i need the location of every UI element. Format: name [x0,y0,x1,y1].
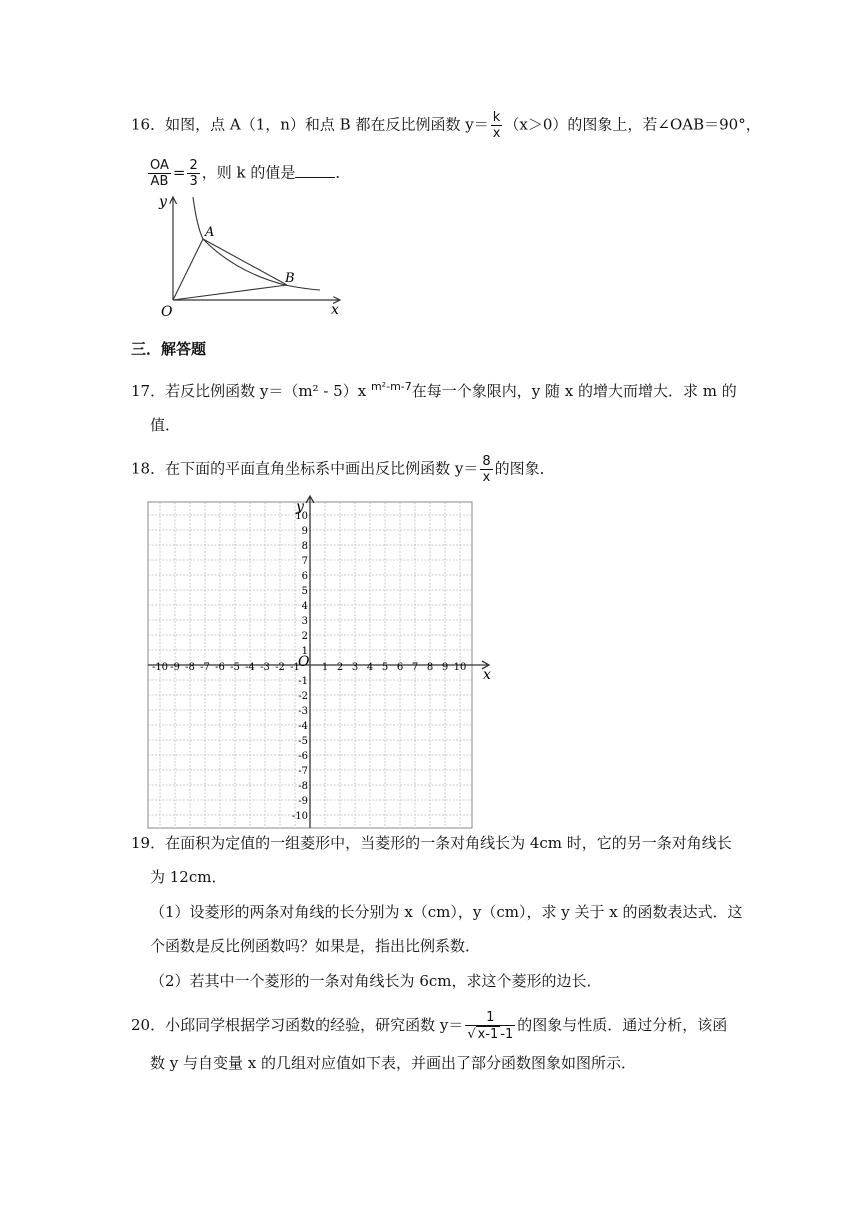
q20-line1: 20．小邱同学根据学习函数的经验，研究函数 y＝ $\frac{1}{√ x-1 -1}$ 的图象与性质．通过分析，该函 [131,1010,728,1042]
y-tick-label: -2 [298,691,308,702]
y-tick-label: -5 [298,736,308,747]
fig-y-label: y [159,194,167,210]
q18-number: 18． [131,459,166,478]
x-tick-label: -8 [185,662,195,673]
x-tick-label: 4 [366,662,374,673]
fig-origin-label: O [161,304,173,320]
x-tick-label: 7 [411,662,419,673]
x-tick-label: -2 [275,662,285,673]
y-tick-label: 1 [301,646,308,657]
x-tick-label: -10 [151,662,169,673]
q16-line1 [131,110,761,141]
fig-point-a: A [205,225,215,240]
q18-fraction: $\frac{8}{x}$ [482,454,491,485]
q18-line1: 18．在下面的平面直角坐标系中画出反比例函数 y＝ $\frac{8}{x}$ 的图象． [131,454,555,485]
y-tick-label: 8 [301,541,308,552]
x-tick-label: 8 [426,662,434,673]
y-tick-label: -9 [298,796,308,807]
grid-origin-label: O [298,654,310,670]
q16-ratio-fraction: $\frac{OA}{AB}$ [150,158,169,189]
segment-ob [173,285,287,300]
q19-line1: 19．在面积为定值的一组菱形中，当菱形的一条对角线长为 4cm 时，它的另一条对角线长 [131,834,732,852]
q19-part2: （2）若其中一个菱形的一条对角线长为 6cm，求这个菱形的边长． [150,972,602,990]
q16-ratio-value: $\frac{2}{3}$ [189,158,198,189]
y-tick-label: -8 [298,781,308,792]
segment-ab [203,239,287,285]
y-tick-label: 2 [301,631,308,642]
q19-part1-line1: （1）设菱形的两条对角线的长分别为 x（cm），y（cm），求 y 关于 x 的函数表达式．这 [150,903,743,921]
fig-point-b: B [285,271,295,286]
x-tick-label: 6 [396,662,404,673]
q16-text-c: ，则 k 的值是 [201,163,296,182]
x-tick-label: -1 [290,662,300,673]
grid-x-label: x [483,667,491,683]
x-tick-label: 2 [336,662,344,673]
segment-oa [173,239,203,300]
q17-exponent: m²-m-7 [370,380,412,393]
q16-figure [145,192,350,322]
y-tick-label: 10 [295,511,308,522]
x-tick-label: 5 [381,662,389,673]
q16-number: 16． [131,115,166,134]
section-title: 三．解答题 [131,340,207,358]
x-tick-label: -4 [245,662,255,673]
q19-number: 19． [131,834,166,852]
y-tick-label: -6 [298,751,308,762]
x-tick-label: -5 [230,662,240,673]
q17-line2: 值． [150,416,181,434]
y-tick-label: -7 [298,766,308,777]
y-tick-label: 5 [301,586,308,597]
q19-line2: 为 12cm． [150,868,227,886]
q16-line2: $\frac{OA}{AB}$ = $\frac{2}{3}$ ，则 k 的值是 ． [150,158,351,189]
x-tick-label: -9 [170,662,180,673]
x-tick-label: -6 [215,662,225,673]
q20-fraction: $\frac{1}{√ x-1 -1}$ [467,1010,514,1042]
y-tick-label: 7 [301,556,308,567]
q17-number: 17． [131,382,166,400]
y-tick-label: -1 [298,676,308,687]
y-tick-label: 4 [301,601,308,612]
q16-text-a: 如图，点 A（1，n）和点 B 都在反比例函数 y＝ [165,115,489,134]
coordinate-grid[interactable] [140,490,491,822]
x-tick-label: -3 [260,662,270,673]
q16-text-b: （x＞0）的图象上，若∠OAB＝90°， [504,115,761,134]
y-tick-label: -10 [291,811,308,822]
y-tick-label: -3 [298,706,308,717]
q20-line2: 数 y 与自变量 x 的几组对应值如下表，并画出了部分函数图象如图所示． [150,1054,637,1072]
answer-blank[interactable] [295,163,335,178]
q17-line1: 17．若反比例函数 y＝（m² - 5）x $^{m^2-m-7}$在每一个象限内，y 随 x 的增大而增大．求 m 的 [131,380,737,400]
y-tick-label: -4 [298,721,308,732]
x-tick-label: 10 [453,662,467,673]
fig-x-label: x [331,302,339,318]
y-tick-label: 3 [301,616,308,627]
q19-part1-line2: 个函数是反比例函数吗？如果是，指出比例系数． [150,937,481,955]
x-tick-label: 1 [321,662,329,673]
x-tick-label: 3 [351,662,359,673]
x-tick-label: 9 [441,662,449,673]
x-tick-label: -7 [200,662,210,673]
y-tick-label: 9 [301,526,308,537]
q16-k-fraction: $\frac{k}{x}$ [492,110,501,141]
q20-number: 20． [131,1016,166,1034]
y-tick-label: 6 [301,571,308,582]
grid-y-label: y [296,499,304,515]
